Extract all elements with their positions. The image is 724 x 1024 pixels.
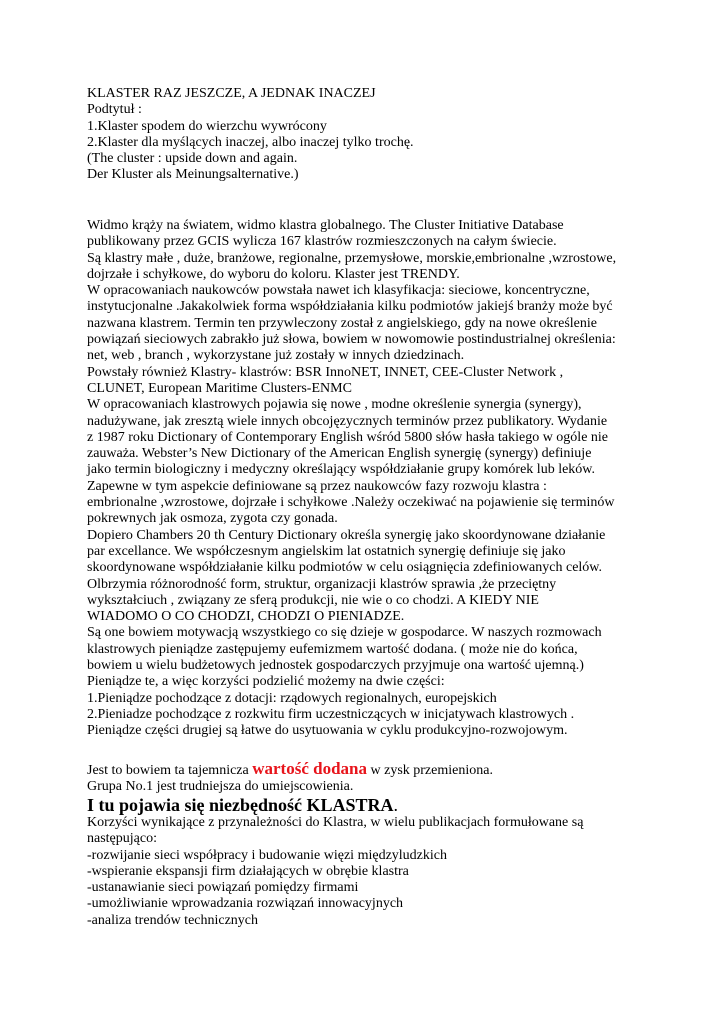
benefits-block [87,815,647,929]
body-line: Zapewne w tym aspekcie definiowane są przez naukowców fazy rozwoju klastra : [87,478,547,494]
body-line: wykształciuch , związany ze sferą produkcji, nie wie o co chodzi. A KIEDY NIE [87,592,539,608]
body-line: net, web , branch , wykorzystane już zostały w innych dziedzinach. [87,348,465,364]
body-line: Olbrzymia różnorodność form, struktur, organizacji klastrów sprawia ,że przeciętny [87,576,557,592]
highlight-before: Jest to bowiem ta tajemnicza [87,763,253,778]
body-line: 2.Pieniadze pochodzące z rozkwitu firm uczestniczących w inicjatywach klastrowych . [87,706,575,722]
benefit-item: -rozwijanie sieci współpracy i budowanie więzi międzyludzkich [87,847,447,863]
body-line: embrionalne ,wzrostowe, dojrzałe i schyłkowe .Należy oczekiwać na pojawienie się terminów [87,495,615,511]
benefit-item: -ustanawianie sieci powiązań pomiędzy firmami [87,880,359,896]
section-heading-trailing: . [393,795,399,815]
benefits-intro: Korzyści wynikające z przynależności do Klastra, w wielu publikacjach formułowane są [87,815,584,830]
body-line: W opracowaniach naukowców powstała nawet ich klasyfikacja: sieciowe, koncentryczne, [87,283,590,299]
subtitle-line: 2.Klaster dla myślących inaczej, albo inaczej tylko trochę. [87,134,414,150]
body-line: bowiem u wielu budżetowych jednostek gospodarczych przyjmuje ona wartość ujemną.) [87,658,584,674]
body-line: klastrowych pieniądze zastępujemy eufemizmem wartość dodana. ( może nie do końca, [87,641,578,657]
body-line: instytucjonalne .Jakakolwiek forma współdziałania kilku podmiotów jakiejś branży może być [87,299,613,315]
highlight-line [87,761,647,779]
body-line: W opracowaniach klastrowych pojawia się nowe , modne określenie synergia (synergy), [87,397,582,413]
body-line: Pieniądze te, a więc korzyści podzielić możemy na dwie części: [87,674,445,690]
benefit-item: -umożliwianie wprowadzania rozwiązań innowacyjnych [87,896,404,912]
body-line: Widmo krąży na światem, widmo klastra globalnego. The Cluster Initiative Database [87,218,564,233]
highlight-after: w zysk przemieniona. [367,763,493,778]
document-title: KLASTER RAZ JESZCZE, A JEDNAK INACZEJ [87,86,376,101]
body-line: Są klastry małe , duże, branżowe, regionalne, przemysłowe, morskie,embrionalne ,wzrostowe, [87,250,617,266]
group-line-block [87,779,647,795]
subtitle-label: Podtytuł : [87,102,142,118]
title-block [87,86,647,184]
group-line: Grupa No.1 jest trudniejsza do umiejscowienia. [87,779,354,794]
highlight-value-added: wartość dodana [252,759,367,778]
body-line: par excellance. We współczesnym angielskim lat ostatnich synergię definiuje się jako [87,543,566,559]
body-line: publikowany przez GCIS wylicza 167 klastrów rozmieszczonych na całym świecie. [87,234,557,250]
subtitle-line: 1.Klaster spodem do wierzchu wywrócony [87,118,327,134]
subtitle-line: (The cluster : upside down and again. [87,151,298,167]
benefits-intro: następująco: [87,831,157,847]
section-heading-text: I tu pojawia się niezbędność KLASTRA [87,795,394,815]
body-line: powiązań sieciowych zabrakło już słowa, bowiem w nowomowie postindustrialnej określenia: [87,332,616,348]
body-line: Dopiero Chambers 20 th Century Dictionary określa synergię jako skoordynowane działanie [87,527,606,543]
body-line: nadużywane, jak zresztą wiele innych obcojęzycznych terminów przez publikatory. Wydanie [87,413,608,429]
body-text [87,218,647,740]
body-line: CLUNET, European Maritime Clusters-ENMC [87,380,352,396]
body-line: nazwana klastrem. Termin ten przywleczony został z angielskiego, gdy na nowe określenie [87,315,597,331]
body-line: zauważa. Webster’s New Dictionary of the American English synergię (synergy) definiuje [87,446,592,462]
section-heading [87,795,398,815]
highlight-sentence [87,761,647,779]
benefit-item: -wspieranie ekspansji firm działających w obrębie klastra [87,863,409,879]
body-line: skoordynowane współdziałanie kilku podmiotów w celu osiągnięcia zdefiniowanych celów. [87,560,603,576]
body-line: 1.Pieniądze pochodzące z dotacji: rządowych regionalnych, europejskich [87,690,497,706]
body-line: jako termin biologiczny i medyczny określający współdziałanie grupy komórek lub leków. [87,462,596,478]
section-heading-block [87,795,647,816]
body-line: pokrewnych jak osmoza, zygota czy gonada. [87,511,338,527]
body-line: WIADOMO O CO CHODZI, CHODZI O PIENIADZE. [87,609,405,625]
body-line: Pieniądze części drugiej są łatwe do usytuowania w cyklu produkcyjno-rozwojowym. [87,723,568,739]
subtitle-line: Der Kluster als Meinungsalternative.) [87,167,299,183]
body-line: z 1987 roku Dictionary of Contemporary English wśród 5800 słów hasła takiego w ogóle nie [87,429,609,445]
body-line: Są one bowiem motywacją wszystkiego co się dzieje w gospodarce. W naszych rozmowach [87,625,602,641]
body-line: Powstały również Klastry- klastrów: BSR InnoNET, INNET, CEE-Cluster Network , [87,364,564,380]
benefit-item: -analiza trendów technicznych [87,912,259,928]
body-line: dojrzałe i schyłkowe, do wyboru do koloru. Klaster jest TRENDY. [87,266,460,282]
